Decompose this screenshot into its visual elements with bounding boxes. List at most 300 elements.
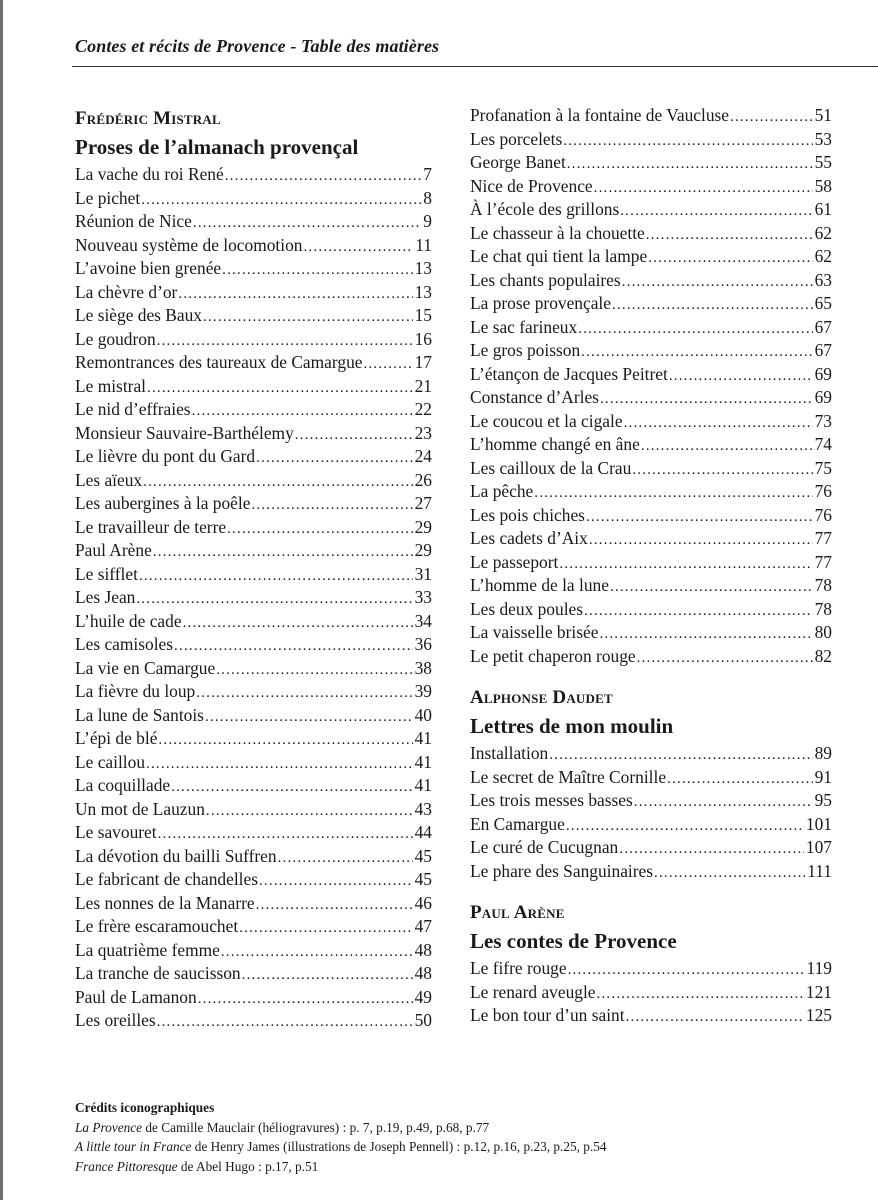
- entry-page-number: 34: [414, 610, 432, 631]
- dot-leader: [221, 939, 413, 965]
- toc-entry: [75, 633, 432, 657]
- entry-title: Profanation à la fontaine de Vaucluse: [470, 105, 729, 125]
- entry-title: Le petit chaperon rouge: [470, 645, 636, 666]
- dot-leader: [534, 480, 812, 506]
- toc-entry: [470, 527, 832, 551]
- dot-leader: [227, 516, 413, 542]
- dot-leader: [594, 175, 813, 201]
- toc-entry: [470, 128, 832, 152]
- entry-page-number: 29: [414, 516, 432, 537]
- entry-title: En Camargue: [470, 813, 565, 834]
- credit-work: A little tour in France: [75, 1139, 192, 1154]
- entry-page-number: 62: [814, 246, 832, 266]
- entry-page-number: 95: [814, 790, 832, 810]
- entry-title: Le travailleur de terre: [75, 516, 227, 537]
- toc-entry: [470, 813, 832, 837]
- entry-page-number: 11: [415, 234, 432, 255]
- toc-entry: [75, 234, 432, 258]
- entry-title: Les chants populaires: [470, 269, 621, 290]
- entry-title: Le chasseur à la chouette: [470, 222, 645, 243]
- entry-page-number: 26: [414, 469, 432, 490]
- dot-leader: [158, 821, 413, 847]
- entry-title: Nice de Provence: [470, 175, 593, 196]
- toc-entry: [470, 410, 832, 434]
- credit-detail: de Henry James (illustrations de Joseph Pennell) : p.12, p.16, p.23, p.25, p.54: [191, 1139, 607, 1154]
- entry-title: Le phare des Sanguinaires: [470, 860, 654, 881]
- entry-page-number: 125: [805, 1005, 832, 1025]
- entry-page-number: 77: [814, 551, 832, 572]
- dot-leader: [239, 915, 412, 941]
- entry-page-number: 121: [805, 981, 832, 1002]
- entry-page-number: 15: [414, 305, 432, 325]
- dot-leader: [183, 610, 413, 636]
- entry-title: À l’école des grillons: [470, 199, 620, 219]
- entry-page-number: 24: [414, 446, 432, 466]
- entry-title: Nouveau système de locomotion: [75, 234, 303, 255]
- toc-entry: [470, 245, 832, 269]
- toc-entry: [470, 860, 832, 884]
- dot-leader: [158, 727, 412, 753]
- entry-title: Installation: [470, 743, 549, 763]
- entry-title: La fièvre du loup: [75, 681, 196, 701]
- toc-entry: [75, 774, 432, 798]
- dot-leader: [612, 292, 813, 318]
- entry-title: Le secret de Maître Cornille: [470, 766, 667, 787]
- dot-leader: [146, 751, 413, 777]
- entry-page-number: 67: [814, 316, 832, 337]
- toc-entry: [75, 351, 432, 375]
- entry-page-number: 27: [414, 493, 432, 513]
- entry-title: Le fifre rouge: [470, 958, 567, 978]
- credit-line: [75, 1157, 607, 1177]
- entry-page-number: 13: [414, 281, 432, 302]
- entry-title: Le nid d’effraies: [75, 399, 191, 419]
- entry-page-number: 111: [807, 860, 832, 881]
- dot-leader: [222, 257, 412, 283]
- entry-title: Paul Arène: [75, 540, 152, 560]
- toc-entry: [75, 398, 432, 422]
- dot-leader: [578, 316, 812, 342]
- entry-title: Le passeport: [470, 551, 559, 572]
- entry-page-number: 77: [814, 528, 832, 548]
- dot-leader: [256, 445, 412, 471]
- entry-page-number: 55: [814, 152, 832, 172]
- toc-entry: [470, 175, 832, 199]
- entry-page-number: 48: [414, 939, 432, 960]
- entry-title: La lune de Santois: [75, 704, 204, 725]
- toc-entry: [470, 222, 832, 246]
- toc-entry: [75, 939, 432, 963]
- entry-page-number: 17: [414, 352, 432, 372]
- entry-page-number: 82: [814, 645, 832, 666]
- dot-leader: [256, 892, 413, 918]
- entry-title: La quatrième femme: [75, 939, 220, 960]
- author-heading: Paul Arène: [470, 902, 565, 923]
- image-credits: [75, 1098, 607, 1176]
- entry-title: Les cailloux de la Crau: [470, 457, 632, 478]
- dot-leader: [559, 551, 812, 577]
- entry-title: Monsieur Sauvaire-Barthélemy: [75, 422, 294, 443]
- toc-entry: [75, 704, 432, 728]
- toc-entry: [470, 386, 832, 410]
- credit-work: La Provence: [75, 1119, 143, 1135]
- dot-leader: [619, 836, 804, 862]
- entry-page-number: 46: [414, 892, 432, 913]
- toc-entry: [75, 328, 432, 352]
- entry-title: L’avoine bien grenée: [75, 258, 222, 278]
- right-column: [470, 104, 832, 1028]
- toc-entry: [75, 586, 432, 610]
- entry-page-number: 9: [423, 211, 432, 231]
- author-heading: Alphonse Daudet: [470, 687, 613, 708]
- dot-leader: [622, 269, 813, 295]
- entry-title: Les trois messes basses: [470, 790, 633, 810]
- entry-title: Un mot de Lauzun: [75, 798, 205, 819]
- entry-title: Le fabricant de chandelles: [75, 869, 258, 889]
- toc-entry: [470, 981, 832, 1005]
- toc-entry: [75, 962, 432, 986]
- entry-title: Le sac farineux: [470, 316, 578, 337]
- entry-title: Le chat qui tient la lampe: [470, 246, 648, 266]
- entry-title: Le siège des Baux: [75, 305, 203, 325]
- entry-page-number: 76: [814, 504, 832, 525]
- dot-leader: [567, 151, 813, 177]
- toc-entry: [75, 492, 432, 516]
- dot-leader: [589, 527, 813, 553]
- work-title: Proses de l’almanach provençal: [75, 135, 359, 159]
- toc-entry: [470, 598, 832, 622]
- entry-title: Constance d’Arles: [470, 387, 599, 407]
- entry-title: L’huile de cade: [75, 610, 182, 631]
- dot-leader: [624, 410, 813, 436]
- toc-entry: [75, 539, 432, 563]
- entry-page-number: 101: [805, 813, 832, 834]
- left-column: [75, 104, 432, 1033]
- toc-entry: [75, 986, 432, 1010]
- entry-title: Le mistral: [75, 375, 146, 396]
- toc-entry: [75, 469, 432, 493]
- toc-entry: [75, 375, 432, 399]
- entry-title: La prose provençale: [470, 293, 611, 313]
- entry-page-number: 76: [814, 481, 832, 501]
- entry-page-number: 41: [414, 751, 432, 772]
- dot-leader: [251, 492, 412, 518]
- entry-title: La dévotion du bailli Suffren: [75, 845, 277, 866]
- entry-page-number: 58: [814, 175, 832, 196]
- entry-title: La chèvre d’or: [75, 281, 178, 302]
- entry-title: Le curé de Cucugnan: [470, 837, 619, 857]
- dot-leader: [648, 245, 812, 271]
- entry-title: Les deux poules: [470, 598, 584, 619]
- entry-title: Le bon tour d’un saint: [470, 1005, 625, 1025]
- toc-entry: [470, 742, 832, 766]
- entry-title: Le frère escaramouchet: [75, 916, 239, 936]
- entry-title: Paul de Lamanon: [75, 986, 197, 1007]
- entry-title: Le savouret: [75, 822, 157, 842]
- toc-entry: [470, 316, 832, 340]
- toc-entry: [75, 422, 432, 446]
- toc-entry: [75, 798, 432, 822]
- entry-title: Les oreilles: [75, 1010, 156, 1030]
- dot-leader: [278, 845, 413, 871]
- toc-entry: [75, 868, 432, 892]
- entry-page-number: 21: [414, 375, 432, 396]
- dot-leader: [157, 1009, 413, 1035]
- entry-title: Le sifflet: [75, 563, 138, 584]
- entry-page-number: 44: [414, 822, 432, 842]
- dot-leader: [153, 539, 413, 565]
- entry-title: L’épi de blé: [75, 728, 158, 748]
- toc-entry: [470, 574, 832, 598]
- entry-page-number: 89: [814, 743, 832, 763]
- entry-page-number: 80: [814, 622, 832, 642]
- entry-title: Le pichet: [75, 187, 141, 208]
- dot-leader: [568, 957, 805, 983]
- dot-leader: [667, 766, 813, 792]
- dot-leader: [205, 704, 413, 730]
- dot-leader: [669, 363, 813, 389]
- credits-title: Crédits iconographiques: [75, 1100, 215, 1115]
- toc-entry: [75, 210, 432, 234]
- entry-page-number: 74: [814, 434, 832, 454]
- toc-entry: [470, 363, 832, 387]
- entry-page-number: 36: [414, 634, 432, 654]
- toc-entry: [470, 198, 832, 222]
- entry-title: Remontrances des taureaux de Camargue: [75, 352, 363, 372]
- toc-entry: [470, 836, 832, 860]
- toc-entry: [75, 657, 432, 681]
- dot-leader: [141, 187, 421, 213]
- entry-page-number: 38: [414, 657, 432, 678]
- toc-entry: [75, 727, 432, 751]
- toc-entry: [470, 789, 832, 813]
- dot-leader: [646, 222, 813, 248]
- dot-leader: [620, 198, 812, 224]
- dot-leader: [641, 433, 813, 459]
- dot-leader: [295, 422, 413, 448]
- toc-entry: [75, 915, 432, 939]
- entry-title: L’homme de la lune: [470, 575, 609, 595]
- entry-title: Les porcelets: [470, 128, 563, 149]
- entry-page-number: 40: [414, 704, 432, 725]
- credit-detail: de Camille Mauclair (héliogravures) : p. 7, p.19, p.49, p.68, p.77: [142, 1119, 490, 1135]
- entry-page-number: 63: [814, 269, 832, 290]
- dot-leader: [654, 860, 805, 886]
- entry-title: Les camisoles: [75, 634, 174, 654]
- entry-title: Les aubergines à la poêle: [75, 493, 251, 513]
- entry-page-number: 33: [414, 587, 432, 607]
- header-rule: [72, 66, 878, 67]
- entry-page-number: 53: [814, 128, 832, 149]
- dot-leader: [600, 386, 813, 412]
- toc-entry: [75, 680, 432, 704]
- toc-entry: [75, 516, 432, 540]
- toc-entry: [75, 445, 432, 469]
- dot-leader: [171, 774, 412, 800]
- dot-leader: [632, 457, 812, 483]
- entry-title: George Banet: [470, 152, 566, 172]
- toc-entry: [75, 304, 432, 328]
- credit-line: [75, 1118, 607, 1138]
- dot-leader: [157, 328, 413, 354]
- entry-title: Le renard aveugle: [470, 981, 596, 1002]
- dot-leader: [174, 633, 413, 659]
- entry-page-number: 73: [814, 410, 832, 431]
- dot-leader: [136, 586, 412, 612]
- toc-entry: [75, 281, 432, 305]
- toc-entry: [470, 433, 832, 457]
- dot-leader: [637, 645, 813, 671]
- entry-title: Le gros poisson: [470, 340, 581, 360]
- dot-leader: [198, 986, 413, 1012]
- entry-title: La vache du roi René: [75, 164, 224, 184]
- dot-leader: [730, 104, 813, 130]
- toc-entry: [470, 480, 832, 504]
- toc-entry: [470, 104, 832, 128]
- toc-section-daudet: [470, 685, 832, 883]
- entry-title: L’homme changé en âne: [470, 434, 640, 454]
- dot-leader: [147, 375, 413, 401]
- dot-leader: [549, 742, 812, 768]
- page-edge-shadow: [0, 0, 3, 1200]
- toc-entry: [75, 257, 432, 281]
- credit-line: [75, 1137, 607, 1157]
- credit-detail: de Abel Hugo : p.17, p.51: [177, 1158, 319, 1174]
- entry-page-number: 22: [414, 399, 432, 419]
- work-title: Les contes de Provence: [470, 929, 677, 953]
- toc-entry: [75, 563, 432, 587]
- dot-leader: [143, 469, 412, 495]
- entry-title: Les pois chiches: [470, 504, 585, 525]
- entry-page-number: 78: [814, 598, 832, 619]
- dot-leader: [584, 598, 813, 624]
- credit-work: France Pittoresque: [75, 1158, 178, 1174]
- running-header: Contes et récits de Provence - Table des matières: [75, 36, 440, 56]
- entry-page-number: 69: [814, 363, 832, 384]
- entry-page-number: 13: [414, 258, 432, 278]
- toc-entry: [470, 645, 832, 669]
- entry-title: Le goudron: [75, 328, 156, 349]
- entry-title: L’étançon de Jacques Peitret: [470, 363, 668, 384]
- toc-entry: [470, 957, 832, 981]
- entry-page-number: 47: [414, 916, 432, 936]
- entry-title: Le caillou: [75, 751, 146, 772]
- toc-entry: [470, 269, 832, 293]
- toc-entry: [470, 766, 832, 790]
- entry-title: Les aïeux: [75, 469, 143, 490]
- entry-title: La vaisselle brisée: [470, 622, 599, 642]
- dot-leader: [206, 798, 413, 824]
- dot-leader: [610, 574, 813, 600]
- entry-title: La coquillade: [75, 775, 171, 795]
- entry-page-number: 8: [423, 187, 432, 208]
- dot-leader: [242, 962, 413, 988]
- toc-list: [470, 742, 832, 883]
- entry-page-number: 119: [806, 958, 832, 978]
- dot-leader: [599, 621, 812, 647]
- toc-entry: [470, 292, 832, 316]
- entry-page-number: 41: [414, 775, 432, 795]
- entry-page-number: 48: [414, 963, 432, 983]
- toc-list: [470, 104, 832, 668]
- dot-leader: [563, 128, 812, 154]
- entry-page-number: 41: [414, 728, 432, 748]
- toc-entry: [470, 621, 832, 645]
- entry-page-number: 29: [414, 540, 432, 560]
- toc-entry: [470, 457, 832, 481]
- entry-title: Les cadets d’Aix: [470, 528, 588, 548]
- dot-leader: [193, 210, 421, 236]
- entry-page-number: 31: [414, 563, 432, 584]
- entry-page-number: 16: [414, 328, 432, 349]
- dot-leader: [363, 351, 412, 377]
- toc-entry: [470, 151, 832, 175]
- dot-leader: [303, 234, 413, 260]
- entry-page-number: 43: [414, 798, 432, 819]
- entry-page-number: 23: [414, 422, 432, 443]
- entry-title: Le coucou et la cigale: [470, 410, 623, 431]
- dot-leader: [634, 789, 813, 815]
- entry-page-number: 45: [414, 869, 432, 889]
- toc-entry: [75, 1009, 432, 1033]
- toc-entry: [75, 892, 432, 916]
- dot-leader: [216, 657, 412, 683]
- toc-section-arene: [470, 900, 832, 1028]
- toc-entry: [470, 339, 832, 363]
- entry-page-number: 51: [814, 105, 832, 125]
- dot-leader: [586, 504, 813, 530]
- dot-leader: [178, 281, 412, 307]
- entry-page-number: 45: [414, 845, 432, 866]
- toc-list: [75, 163, 432, 1033]
- toc-entry: [75, 610, 432, 634]
- entry-title: Les nonnes de la Manarre: [75, 892, 255, 913]
- dot-leader: [597, 981, 804, 1007]
- entry-title: Le lièvre du pont du Gard: [75, 446, 256, 466]
- entry-page-number: 61: [814, 199, 832, 219]
- toc-entry: [470, 551, 832, 575]
- toc-list: [470, 957, 832, 1028]
- dot-leader: [259, 868, 413, 894]
- entry-page-number: 75: [814, 457, 832, 478]
- entry-page-number: 50: [414, 1010, 432, 1030]
- dot-leader: [196, 680, 412, 706]
- entry-page-number: 91: [814, 766, 832, 787]
- toc-entry: [75, 821, 432, 845]
- entry-page-number: 69: [814, 387, 832, 407]
- entry-title: Réunion de Nice: [75, 211, 192, 231]
- toc-entry: [75, 163, 432, 187]
- entry-page-number: 78: [814, 575, 832, 595]
- entry-title: Les Jean: [75, 587, 136, 607]
- entry-page-number: 62: [814, 222, 832, 243]
- entry-title: La tranche de saucisson: [75, 963, 241, 983]
- toc-entry: [75, 187, 432, 211]
- entry-page-number: 107: [805, 837, 832, 857]
- dot-leader: [566, 813, 804, 839]
- entry-title: La vie en Camargue: [75, 657, 216, 678]
- dot-leader: [225, 163, 422, 189]
- dot-leader: [192, 398, 413, 424]
- entry-page-number: 67: [814, 340, 832, 360]
- work-title: Lettres de mon moulin: [470, 714, 674, 738]
- entry-page-number: 49: [414, 986, 432, 1007]
- toc-entry: [470, 504, 832, 528]
- dot-leader: [139, 563, 413, 589]
- toc-entry: [75, 751, 432, 775]
- dot-leader: [581, 339, 812, 365]
- entry-title: La pêche: [470, 481, 534, 501]
